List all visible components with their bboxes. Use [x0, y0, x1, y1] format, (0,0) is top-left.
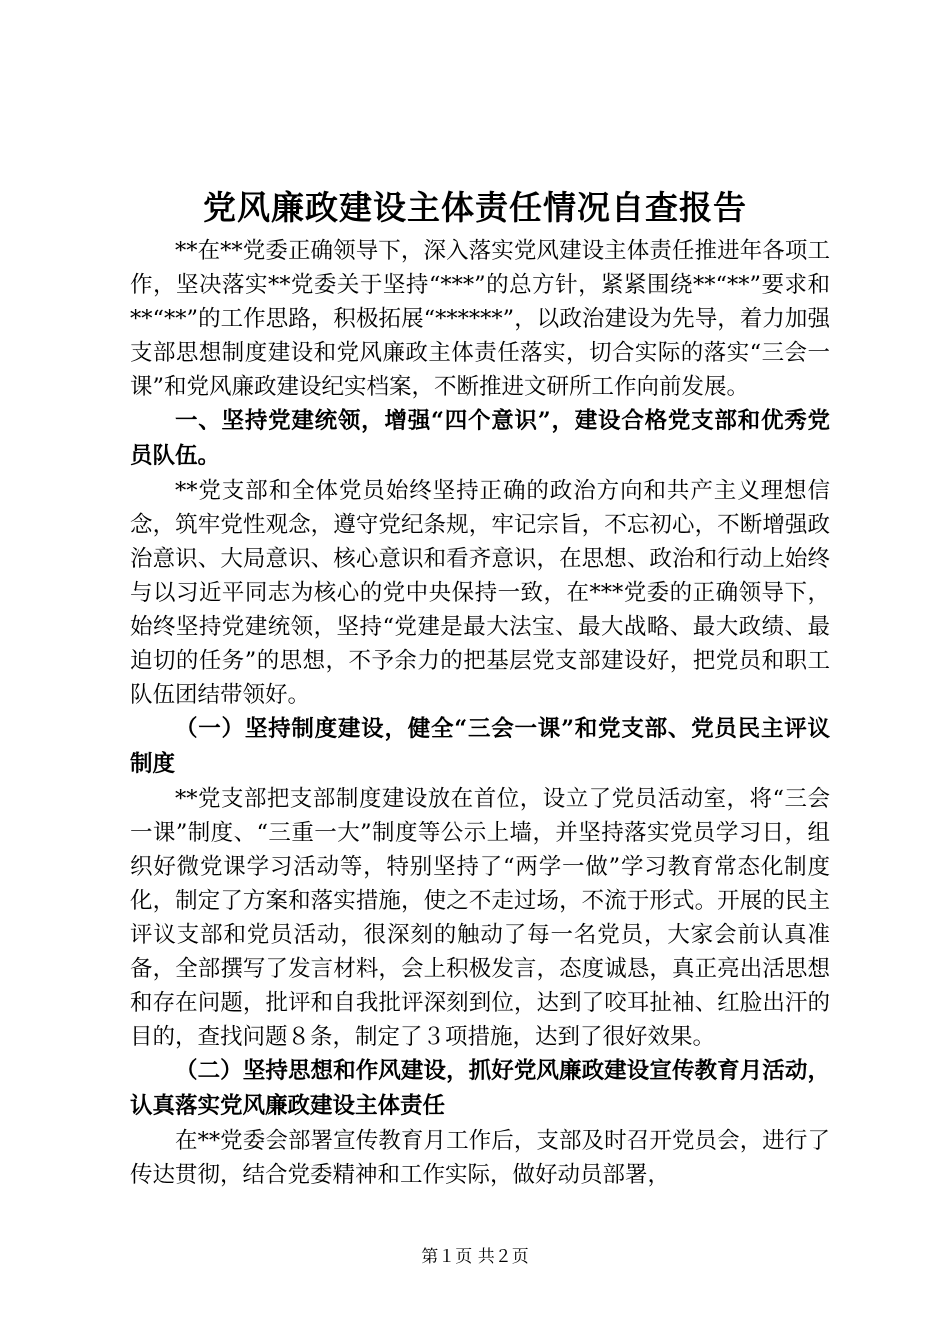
page-footer: 第１页 共２页	[421, 1247, 529, 1267]
subsection-heading-1: （一）坚持制度建设，健全“三会一课”和党支部、党员民主评议制度	[130, 716, 830, 777]
intro-paragraph: **在**党委正确领导下，深入落实党风建设主体责任推进年各项工作，坚决落实**党委关于坚持“***”的总方针，紧紧围绕**“**”要求和**“**”的工作思路，积极拓展“******”，以政治建设为先导，着力加强支部思想制度建设和党风廉政主体责任落实，切合实际的落实“三会一课”和党风廉政建设纪实档案，不断推进文研所工作向前发展。	[130, 238, 830, 400]
body-paragraph: **党支部和全体党员始终坚持正确的政治方向和共产主义理想信念，筑牢党性观念，遵守党纪条规，牢记宗旨，不忘初心，不断增强政治意识、大局意识、核心意识和看齐意识，在思想、政治和行动上始终与以习近平同志为核心的党中央保持一致，在***党委的正确领导下，始终坚持党建统领，坚持“党建是最大法宝、最大战略、最大政绩、最迫切的任务”的思想，不予余力的把基层党支部建设好，把党员和职工队伍团结带领好。	[130, 478, 830, 708]
subsection-heading-2: （二）坚持思想和作风建设，抓好党风廉政建设宣传教育月活动，认真落实党风廉政建设主体责任	[130, 1058, 830, 1119]
document-title: 党风廉政建设主体责任情况自查报告	[203, 188, 747, 227]
body-paragraph: 在**党委会部署宣传教育月工作后，支部及时召开党员会，进行了传达贯彻，结合党委精神和工作实际，做好动员部署，	[130, 1128, 830, 1188]
document-body	[130, 234, 830, 1192]
body-paragraph: **党支部把支部制度建设放在首位，设立了党员活动室，将“三会一课”制度、“三重一大”制度等公示上墙，并坚持落实党员学习日，组织好微党课学习活动等，特别坚持了“两学一做”学习教育常态化制度化，制定了方案和落实措施，使之不走过场，不流于形式。开展的民主评议支部和党员活动，很深刻的触动了每一名党员，大家会前认真准备，全部撰写了发言材料，会上积极发言，态度诚恳，真正亮出活思想和存在问题，批评和自我批评深刻到位，达到了咬耳扯袖、红脸出汗的目的，查找问题８条，制定了３项措施，达到了很好效果。	[130, 786, 830, 1050]
section-heading-1: 一、坚持党建统领，增强“四个意识”，建设合格党支部和优秀党员队伍。	[130, 408, 830, 469]
